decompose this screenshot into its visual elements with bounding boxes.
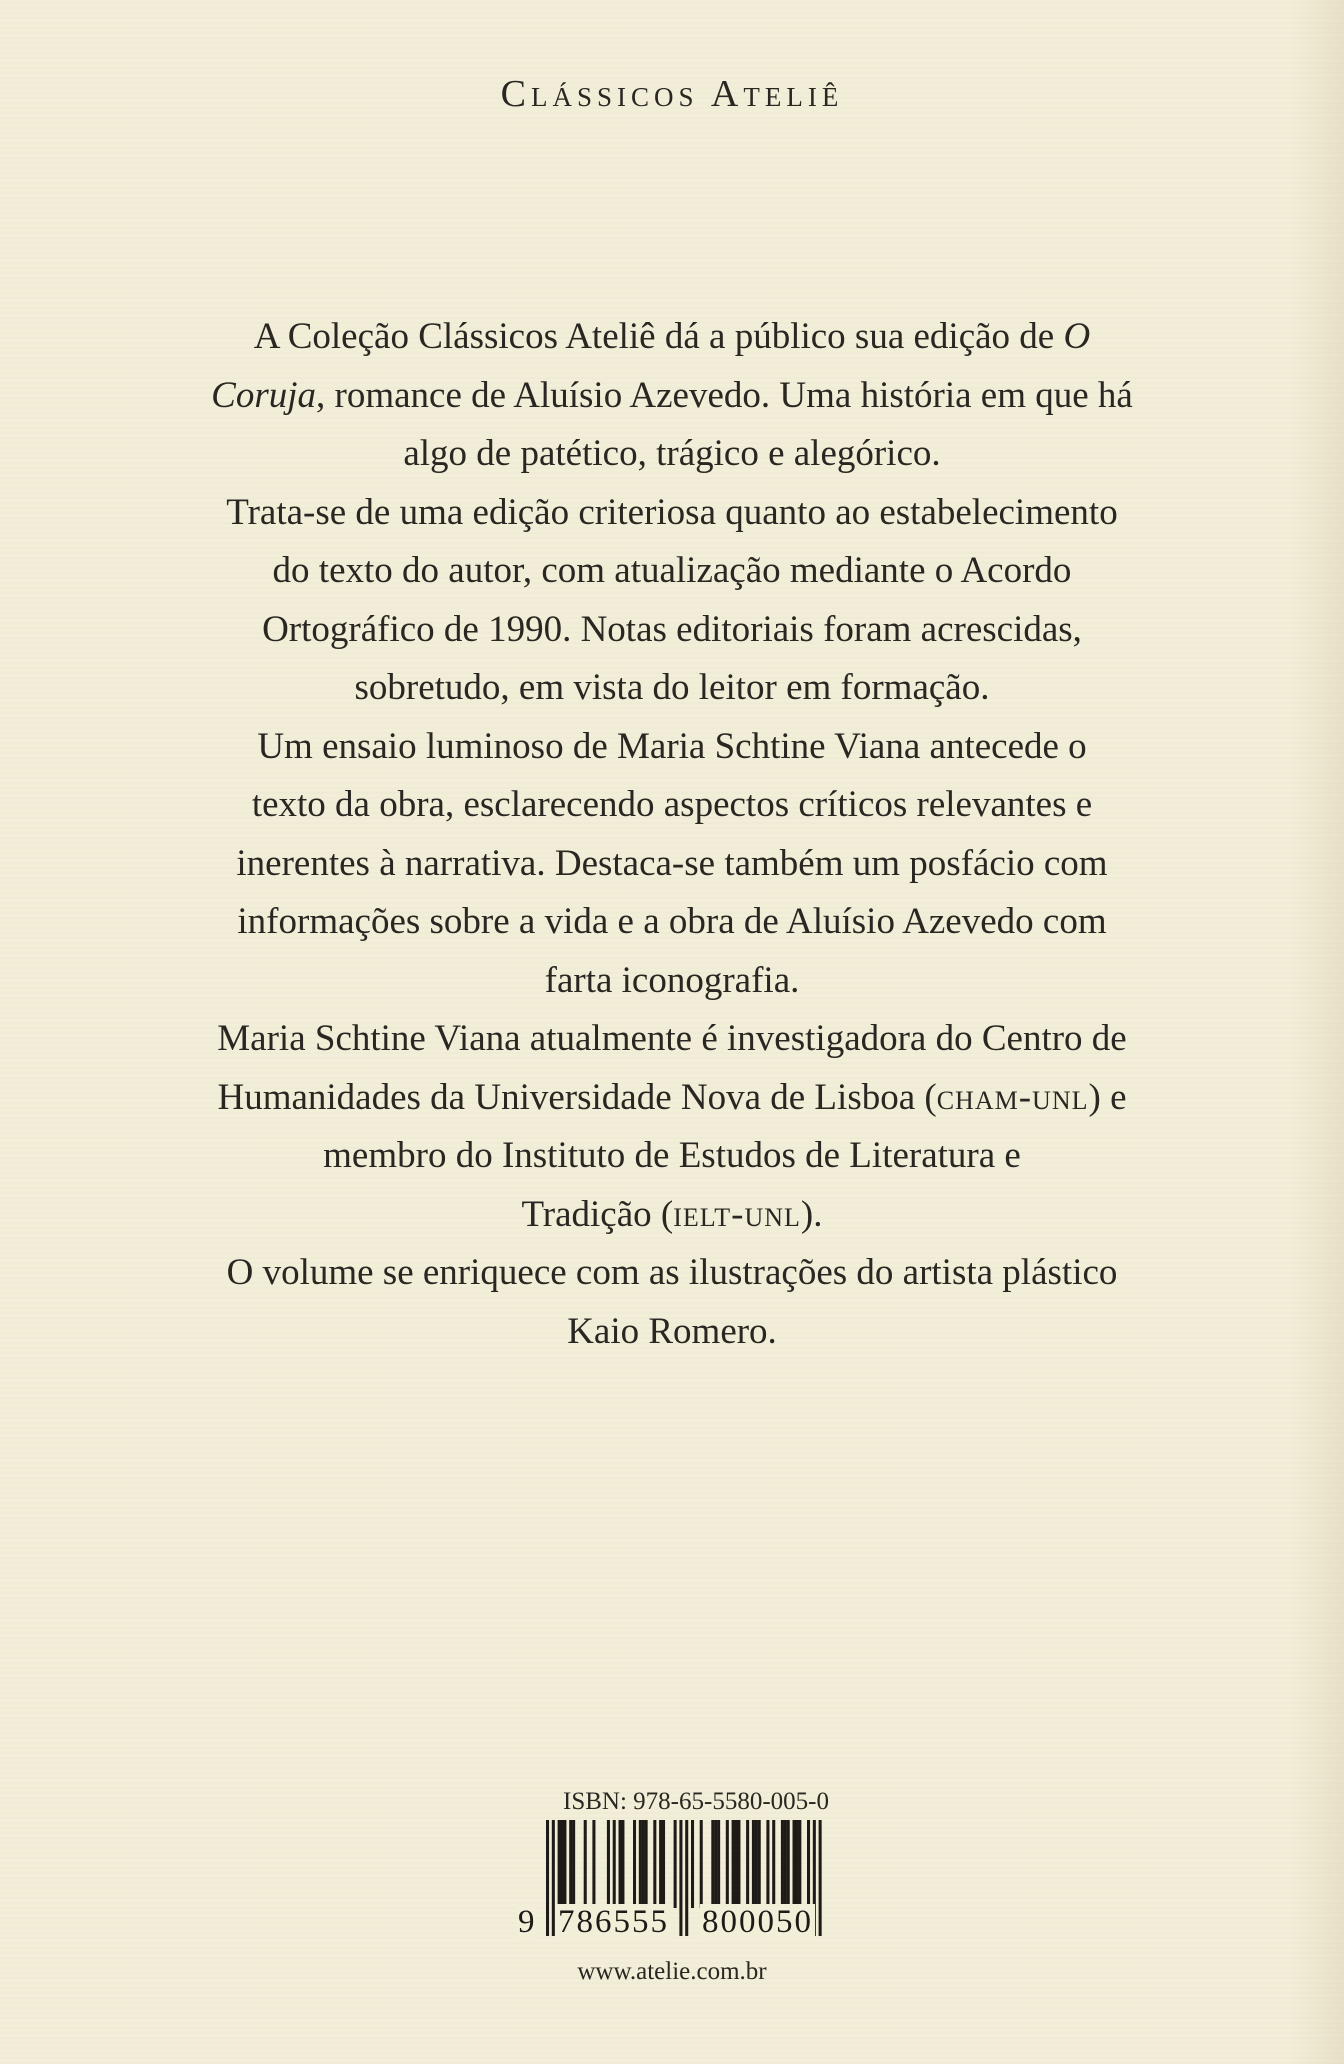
- barcode-bar: [619, 1820, 622, 1908]
- barcode-bar: [737, 1820, 740, 1908]
- book-title: Coruja: [211, 374, 316, 416]
- barcode-bar: [781, 1820, 784, 1908]
- barcode-bar: [711, 1820, 714, 1908]
- text-line: sobretudo, em vista do leitor em formação.: [354, 667, 990, 708]
- paragraph-intro: [140, 308, 1204, 484]
- barcode-bar: [787, 1820, 790, 1908]
- barcode-bar: [755, 1820, 758, 1908]
- text-line: inerentes à narrativa. Destaca-se também um posfácio com: [236, 842, 1108, 884]
- barcode-bar: [613, 1820, 616, 1908]
- isbn-label: ISBN: 978-65-5580-005-0: [563, 1788, 829, 1815]
- barcode-bar: [752, 1820, 755, 1908]
- barcode-bar: [569, 1820, 572, 1908]
- text-line: farta iconografia.: [544, 959, 800, 1001]
- barcode-bar: [653, 1820, 656, 1908]
- text-line: Kaio Romero.: [567, 1310, 777, 1352]
- barcode-bar: [642, 1820, 645, 1908]
- institution-abbreviation: cham-unl: [936, 1076, 1089, 1118]
- barcode-bar: [674, 1820, 677, 1908]
- barcode-bar: [572, 1820, 575, 1908]
- barcode-bar: [639, 1820, 642, 1908]
- barcode-bar: [691, 1820, 694, 1908]
- barcode-bar: [758, 1820, 761, 1908]
- text-line: informações sobre a vida e a obra de Aluísio Azevedo com: [237, 901, 1107, 942]
- barcode-bar: [735, 1820, 738, 1908]
- barcode-bar: [784, 1820, 787, 1908]
- barcode-bar: [659, 1820, 662, 1908]
- barcode-bar: [795, 1820, 798, 1908]
- text-line: Um ensaio luminoso de Maria Schtine Viana antecede o: [257, 725, 1087, 767]
- barcode-bar: [717, 1820, 720, 1908]
- barcode-bar: [732, 1820, 735, 1908]
- barcode-bar: [766, 1820, 769, 1908]
- barcode-bar: [807, 1820, 810, 1908]
- text-line: Ortográfico de 1990. Notas editoriais foram acrescidas,: [262, 608, 1082, 650]
- barcode-lead-digit: 9: [518, 1904, 535, 1940]
- publisher-website: www.atelie.com.br: [577, 1958, 767, 1985]
- back-cover-blurb: [140, 308, 1204, 1361]
- text-line: Humanidades da Universidade Nova de Lisboa (cham-unl) e: [217, 1076, 1127, 1118]
- text-line: A Coleção Clássicos Ateliê dá a público sua edição de O: [253, 316, 1091, 357]
- barcode-bar: [726, 1820, 729, 1908]
- series-title: Clássicos Ateliê: [500, 73, 844, 115]
- barcode-bar: [621, 1820, 624, 1908]
- barcode-bar: [700, 1820, 703, 1908]
- paragraph-essay: [140, 718, 1204, 1011]
- text-line: Maria Schtine Viana atualmente é investigadora do Centro de: [217, 1018, 1127, 1059]
- barcode-bar: [798, 1820, 801, 1908]
- barcode-bar: [645, 1820, 648, 1908]
- text-line: algo de patético, trágico e alegórico.: [403, 433, 941, 474]
- text-line: membro do Instituto de Estudos de Literatura e: [323, 1135, 1021, 1176]
- barcode-left-group: 786555: [558, 1904, 669, 1940]
- barcode-bar: [662, 1820, 665, 1908]
- text-line: O volume se enriquece com as ilustrações do artista plástico: [226, 1252, 1118, 1293]
- barcode-bar: [563, 1820, 566, 1908]
- paragraph-illustrations: [140, 1244, 1204, 1361]
- text-line: Tradição (ielt-unl).: [521, 1193, 823, 1235]
- barcode-bar: [584, 1820, 587, 1908]
- barcode-bar: [714, 1820, 717, 1908]
- barcode-bar: [793, 1820, 796, 1908]
- text-line: Trata-se de uma edição criteriosa quanto ao estabelecimento: [226, 491, 1118, 533]
- barcode-digits: [516, 1904, 850, 1944]
- paragraph-author-bio: [140, 1010, 1204, 1244]
- barcode-bar: [561, 1820, 564, 1908]
- barcode-bar: [772, 1820, 775, 1908]
- institution-abbreviation: ielt-unl: [673, 1193, 801, 1235]
- barcode-bar: [633, 1820, 636, 1908]
- barcode-right-group: 800050: [702, 1904, 813, 1940]
- text-line: do texto do autor, com atualização mediante o Acordo: [272, 550, 1072, 591]
- paragraph-edition: [140, 484, 1204, 718]
- barcode-bar: [607, 1820, 610, 1908]
- barcode-bar: [592, 1820, 595, 1908]
- text-line: texto da obra, esclarecendo aspectos críticos relevantes e: [251, 784, 1093, 825]
- book-title: O: [1063, 316, 1091, 357]
- text-line: Coruja, romance de Aluísio Azevedo. Uma história em que há: [211, 374, 1133, 416]
- barcode-bar: [746, 1820, 749, 1908]
- barcode-bar: [558, 1820, 561, 1908]
